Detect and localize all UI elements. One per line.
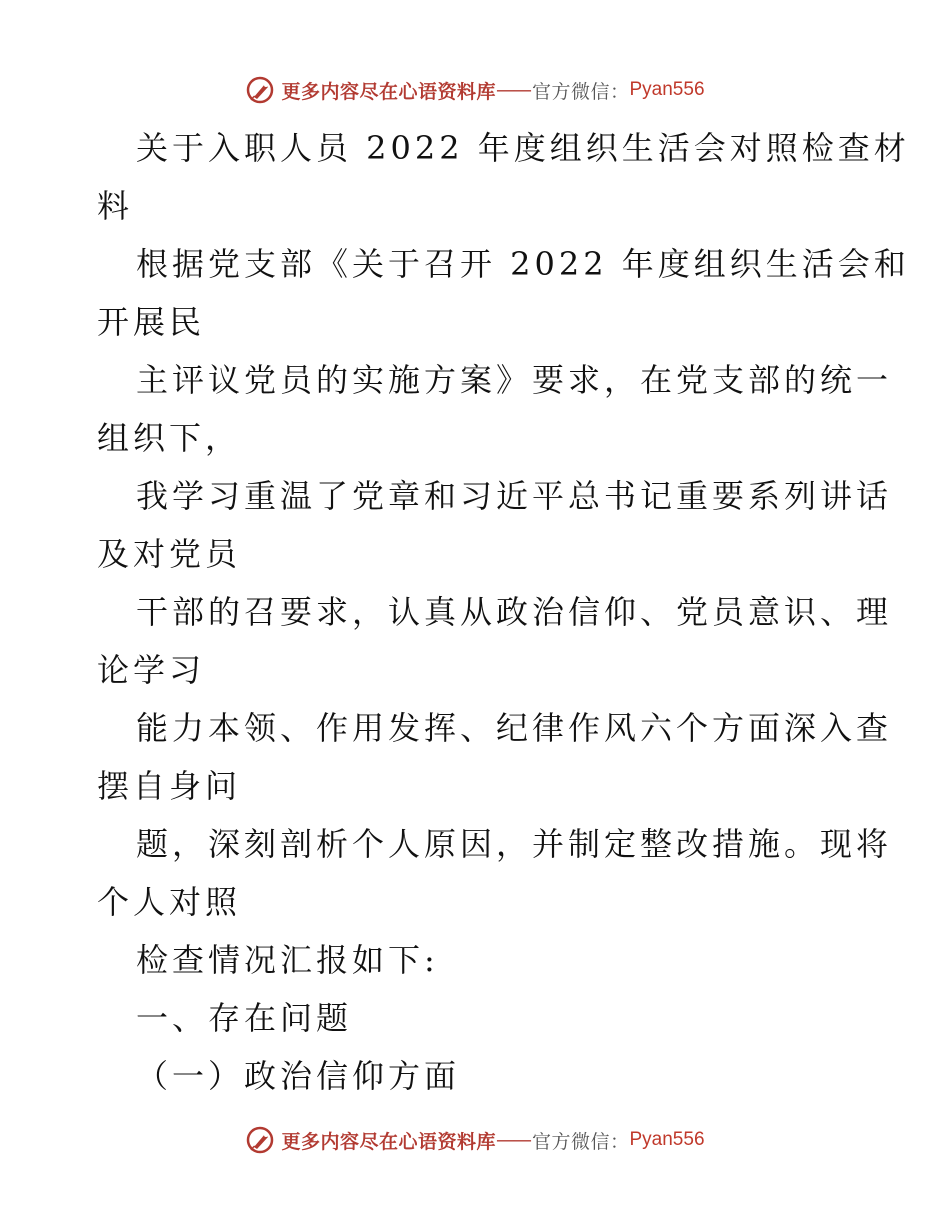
watermark-wechat-label: 官方微信： bbox=[531, 1130, 630, 1153]
paragraph-line: 开展民 bbox=[97, 303, 206, 341]
footer-watermark bbox=[0, 1120, 950, 1160]
paragraph-line: 能力本领、作用发挥、纪律作风六个方面深入查 bbox=[136, 709, 893, 747]
watermark-text: 更多内容尽在心语资料库 bbox=[281, 1130, 496, 1153]
watermark-text: 更多内容尽在心语资料库 bbox=[281, 80, 496, 103]
paragraph-line: 及对党员 bbox=[97, 535, 242, 573]
paragraph-line: 论学习 bbox=[97, 651, 206, 689]
paragraph-line: 我学习重温了党章和习近平总书记重要系列讲话 bbox=[136, 477, 893, 515]
document-title-line-2: 料 bbox=[97, 187, 134, 225]
subsection-heading: （一）政治信仰方面 bbox=[136, 1057, 461, 1095]
section-heading: 一、存在问题 bbox=[136, 999, 353, 1037]
watermark-dash: —— bbox=[495, 79, 530, 101]
watermark-wechat-label: 官方微信： bbox=[531, 80, 630, 103]
paragraph-line: 个人对照 bbox=[97, 883, 242, 921]
fountain-pen-logo-icon bbox=[245, 75, 275, 105]
paragraph-line: 题，深刻剖析个人原因，并制定整改措施。现将 bbox=[136, 825, 893, 863]
paragraph-line: 根据党支部《关于召开 2022 年度组织生活会和 bbox=[136, 245, 910, 283]
paragraph-line: 主评议党员的实施方案》要求，在党支部的统一 bbox=[136, 361, 893, 399]
paragraph-line: 干部的召要求，认真从政治信仰、党员意识、理 bbox=[136, 593, 893, 631]
watermark-dash: —— bbox=[495, 1129, 530, 1151]
fountain-pen-logo-icon bbox=[245, 1125, 275, 1155]
paragraph-line: 摆自身问 bbox=[97, 767, 242, 805]
watermark-wechat-id: Pyan556 bbox=[629, 1129, 705, 1150]
paragraph-line: 组织下， bbox=[97, 419, 242, 457]
watermark-wechat-id: Pyan556 bbox=[629, 79, 705, 100]
document-title-line-1: 关于入职人员 2022 年度组织生活会对照检查材 bbox=[136, 129, 910, 167]
header-watermark bbox=[0, 70, 950, 110]
paragraph-line: 检查情况汇报如下: bbox=[136, 941, 439, 979]
